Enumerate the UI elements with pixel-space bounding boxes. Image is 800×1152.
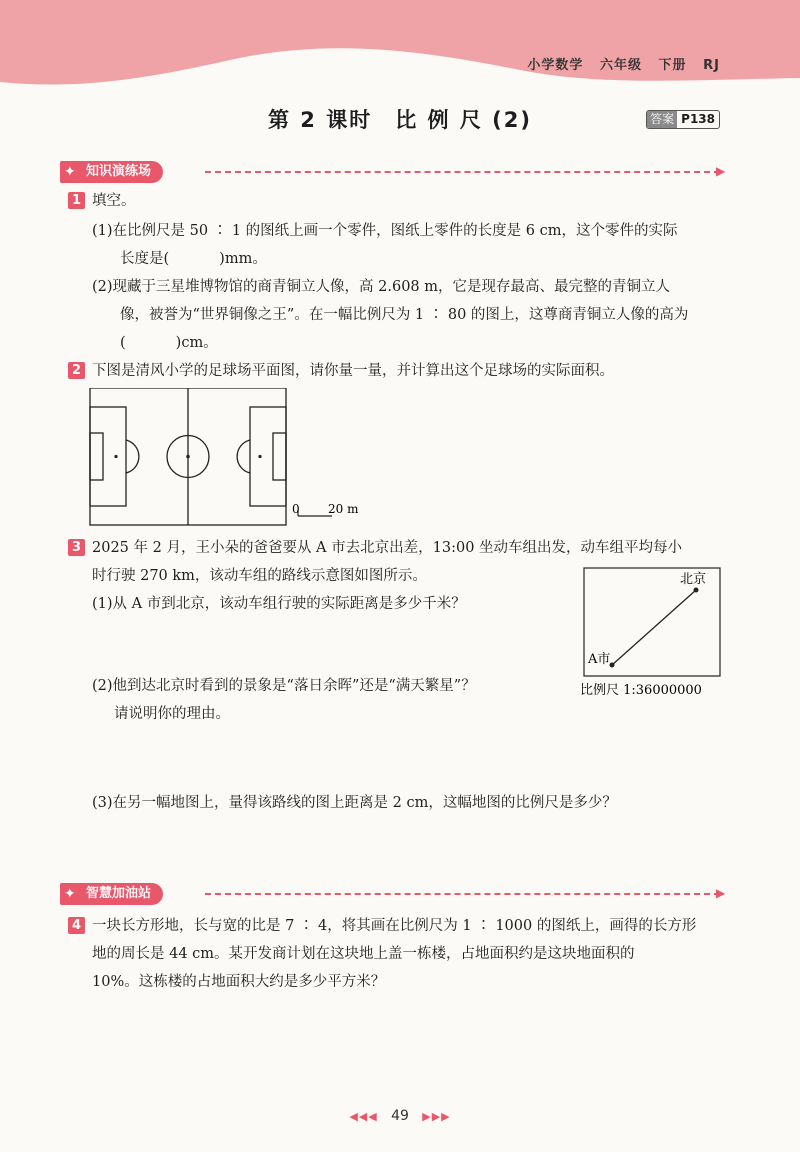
section-challenge-tab xyxy=(60,883,163,905)
map-start-label: A市 xyxy=(588,652,611,667)
sparkle-icon: ✦ xyxy=(64,886,76,902)
football-field-diagram xyxy=(88,388,378,530)
question-number-4: 4 xyxy=(68,917,85,934)
question-number-2: 2 xyxy=(68,362,85,379)
page-number: 49 xyxy=(391,1108,409,1124)
route-map-diagram xyxy=(578,564,728,704)
right-penalty-arc xyxy=(237,440,250,473)
map-end-label: 北京 xyxy=(680,572,707,587)
arrow-right-icon: ▶ xyxy=(716,886,726,900)
q3-part2-line1: (2)他到达北京时看到的景象是“落日余晖”还是“满天繁星”？ xyxy=(92,678,476,694)
q2-stem: 下图是清风小学的足球场平面图，请你量一量，并计算出这个足球场的实际面积。 xyxy=(92,363,614,379)
q3-part2-line2: 请说明你的理由。 xyxy=(114,706,230,722)
page-title: 第 2 课时 比 例 尺 (2) xyxy=(268,108,532,132)
center-spot xyxy=(186,455,190,459)
end-point xyxy=(694,588,699,593)
header-banner xyxy=(0,0,800,100)
q3-line2: 时行驶 270 km，该动车组的路线示意图如图所示。 xyxy=(92,568,427,584)
section-challenge-title: 智慧加油站 xyxy=(86,886,152,901)
q4-line2: 地的周长是 44 cm。某开发商计划在这块地上盖一栋楼，占地面积约是这块地面积的 xyxy=(92,946,635,962)
page-footer xyxy=(0,1108,800,1124)
left-goal-area xyxy=(90,433,103,480)
header-edition: RJ xyxy=(703,58,720,73)
q1-part2-line1: (2)现藏于三星堆博物馆的商青铜立人像，高 2.608 m，它是现存最高、最完整的青铜立人 xyxy=(92,279,671,295)
q1-part2-suffix: )cm。 xyxy=(175,335,218,351)
q1-part1-line1: (1)在比例尺是 50 ∶ 1 的图纸上画一个零件，图纸上零件的长度是 6 cm，这个零件的实际 xyxy=(92,223,678,239)
section-divider xyxy=(205,171,720,173)
section-divider xyxy=(205,893,720,895)
map-scale-label: 比例尺 1:36000000 xyxy=(580,683,702,698)
answer-badge[interactable] xyxy=(646,110,720,129)
left-penalty-area xyxy=(90,407,126,506)
q1-part1-line2 xyxy=(120,244,267,274)
section-challenge-header xyxy=(60,882,740,906)
q1-part2-line2: 像，被誉为“世界铜像之王”。在一幅比例尺为 1 ∶ 80 的图上，这尊商青铜立人像的高为 xyxy=(120,307,689,323)
right-penalty-area xyxy=(250,407,286,506)
q3-line1: 2025 年 2 月，王小朵的爸爸要从 A 市去北京出差，13:00 坐动车组出发，动车组平均每小 xyxy=(92,540,683,556)
q1-part1-prefix: 长度是( xyxy=(120,251,170,267)
header-info xyxy=(527,54,720,73)
arrows-right-icon: ▶▶▶ xyxy=(422,1110,451,1123)
q3-part3: (3)在另一幅地图上，量得该路线的图上距离是 2 cm，这幅地图的比例尺是多少？ xyxy=(92,795,617,811)
scale-label: 20 m xyxy=(328,502,359,516)
q3-part1: (1)从 A 市到北京，该动车组行驶的实际距离是多少千米？ xyxy=(92,596,466,612)
right-penalty-spot xyxy=(258,455,261,458)
scale-zero: 0 xyxy=(292,502,300,516)
q1-part2-line3 xyxy=(120,328,218,358)
q4-line1: 一块长方形地，长与宽的比是 7 ∶ 4，将其画在比例尺为 1 ∶ 1000 的图纸上，画得的长方形 xyxy=(92,918,697,934)
question-number-1: 1 xyxy=(68,192,85,209)
answer-label: 答案 xyxy=(647,111,677,128)
header-grade: 六年级 xyxy=(599,58,642,73)
sparkle-icon: ✦ xyxy=(64,164,76,180)
route-line xyxy=(612,590,696,665)
section-practice-tab xyxy=(60,161,163,183)
arrows-left-icon: ◀◀◀ xyxy=(349,1110,378,1123)
header-subject: 小学数学 xyxy=(527,58,584,73)
left-penalty-spot xyxy=(114,455,117,458)
question-number-3: 3 xyxy=(68,539,85,556)
answer-page: P138 xyxy=(681,112,715,126)
right-goal-area xyxy=(273,433,286,480)
arrow-right-icon: ▶ xyxy=(716,164,726,178)
header-volume: 下册 xyxy=(658,58,687,73)
left-penalty-arc xyxy=(126,440,139,473)
section-practice-title: 知识演练场 xyxy=(86,164,152,179)
section-practice-header xyxy=(60,160,740,184)
q1-part1-suffix: )mm。 xyxy=(219,251,267,267)
q1-part2-prefix: ( xyxy=(120,335,126,351)
q1-stem: 填空。 xyxy=(92,193,136,209)
q4-line3: 10%。这栋楼的占地面积大约是多少平方米？ xyxy=(92,974,386,990)
